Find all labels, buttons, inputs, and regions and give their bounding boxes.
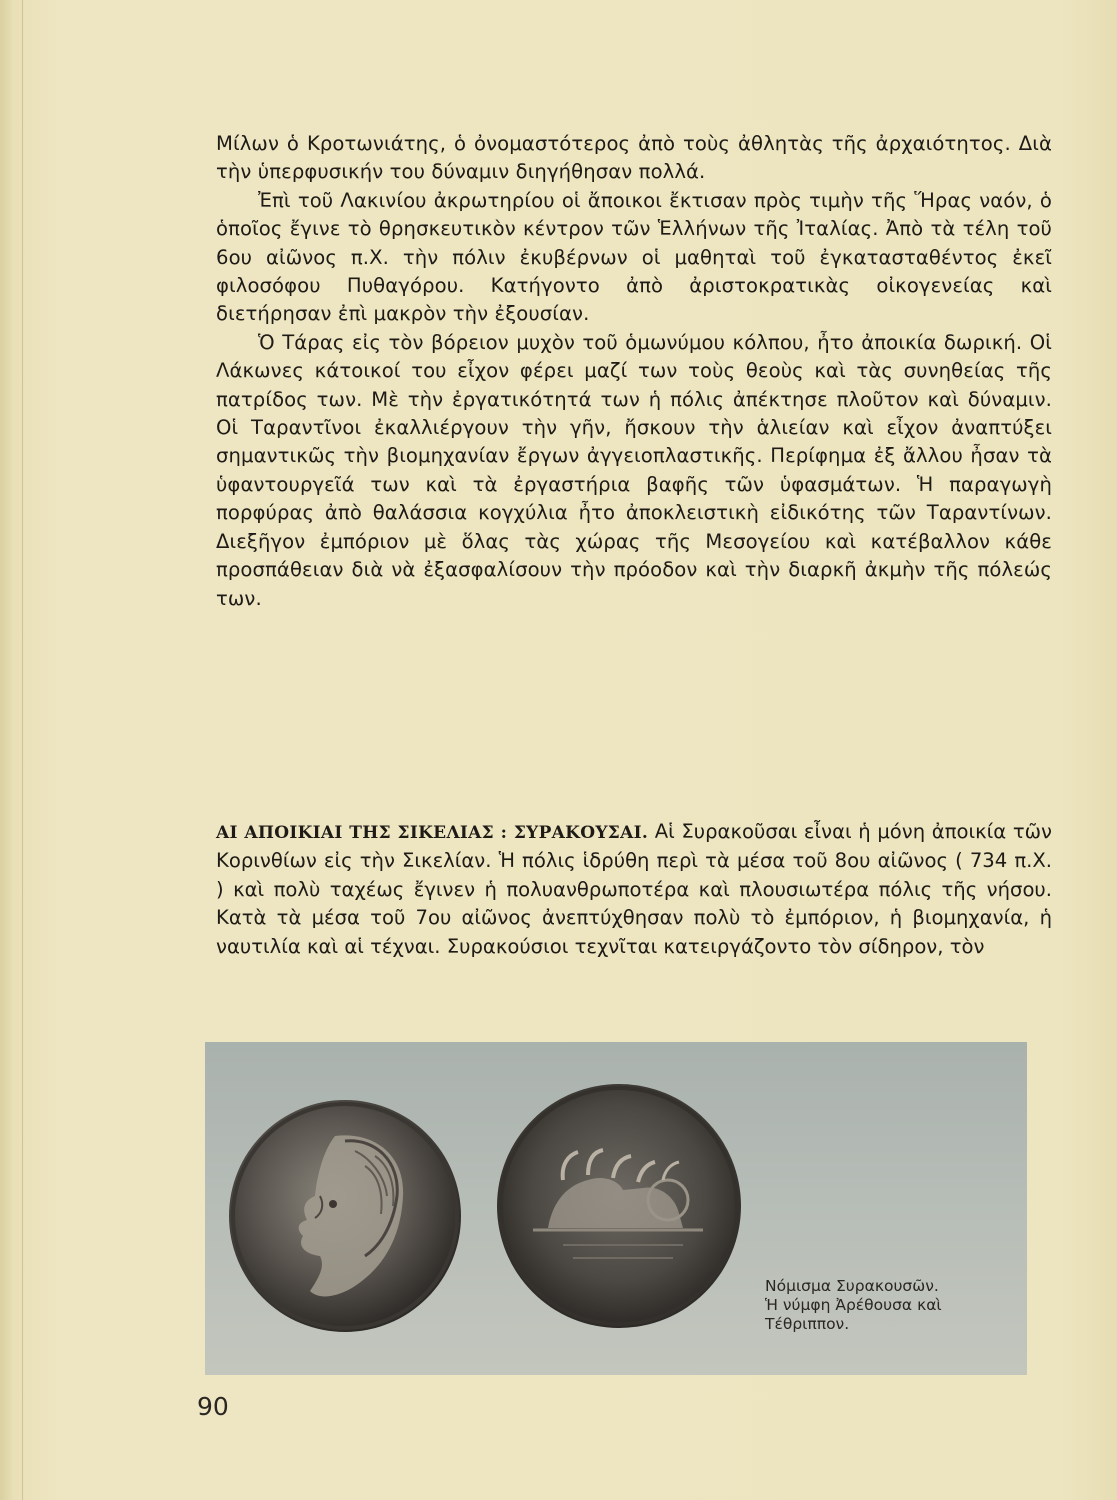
caption-line-1: Νόμισμα Συρακουσῶν. (765, 1277, 939, 1295)
caption-line-2: Ἡ νύμφη Ἀρέθουσα καὶ (765, 1296, 942, 1314)
figure-caption (765, 1277, 1015, 1334)
section-text: Αἱ Συρακοῦσαι εἶναι ἡ μόνη ἀποικία τῶν Κορινθίων εἰς τὴν Σικελίαν. Ἡ πόλις ἱδρύθη περὶ τὰ μέσα τοῦ 8ου αἰῶνος ( 734 π.Χ. ) καὶ πολὺ ταχέως ἔγινεν ἡ πολυανθρωποτέρα καὶ πλουσιωτέρα πόλις τῆς νήσου. Κατὰ τὰ μέσα τοῦ 7ου αἰῶνος ἀνεπτύχθησαν πολὺ τὸ ἐμπόριον, ἡ βιομηχανία, ἡ ναυτιλία καὶ αἱ τέχναι. Συρακούσιοι τεχνῖται κατειργάζοντο τὸν σίδηρον, τὸν (216, 820, 1052, 958)
coin-reverse-image (493, 1080, 745, 1332)
section-title: ΑΙ ΑΠΟΙΚΙΑΙ ΤΗΣ ΣΙΚΕΛΙΑΣ : ΣΥΡΑΚΟΥΣΑΙ. (216, 823, 649, 843)
section-paragraph (216, 818, 1052, 961)
paragraph-lakinion: Ἐπὶ τοῦ Λακινίου ἀκρωτηρίου οἱ ἄποικοι ἔκτισαν πρὸς τιμὴν τῆς Ἥρας ναόν, ὁ ὁποῖος ἔγινε τὸ θρησκευτικὸν κέντρον τῶν Ἑλλήνων τῆς Ἰταλίας. Ἀπὸ τὰ τέλη τοῦ 6ου αἰῶνος π.Χ. τὴν πόλιν ἐκυβέρνων οἱ μαθηταὶ τοῦ ἐγκατασταθέντος ἐκεῖ φιλοσόφου Πυθαγόρου. Κατήγοντο ἀπὸ ἀριστοκρατικὰς οἰκογενείας καὶ διετήρησαν ἐπὶ μακρὸν τὴν ἐξουσίαν. (216, 188, 1052, 326)
caption-line-3: Τέθριππον. (765, 1315, 850, 1333)
coin-obverse-image (225, 1096, 465, 1336)
coin-photograph (205, 1042, 1027, 1375)
page-edge-line (22, 0, 23, 1500)
body-text (216, 130, 1052, 613)
paragraph-milon: Μίλων ὁ Κροτωνιάτης, ὁ ὀνομαστότερος ἀπὸ τοὺς ἀθλητὰς τῆς ἀρχαιότητος. Διὰ τὴν ὑπερφυσικήν του δύναμιν διηγήθησαν πολλά. (216, 132, 1052, 184)
section-syracuse (216, 818, 1052, 961)
page-number: 90 (197, 1392, 229, 1421)
paragraph-taras: Ὁ Τάρας εἰς τὸν βόρειον μυχὸν τοῦ ὁμωνύμου κόλπου, ἦτο ἀποικία δωρική. Οἱ Λάκωνες κάτοικοί του εἶχον φέρει μαζί των τοὺς θεοὺς καὶ τὰς συνηθείας τῆς πατρίδος των. Μὲ τὴν ἐργατικότητά των ἡ πόλις ἀπέκτησε πλοῦτον καὶ δύναμιν. Οἱ Ταραντῖνοι ἐκαλλιέργουν τὴν γῆν, ἤσκουν τὴν ἁλιείαν καὶ εἶχον ἀναπτύξει σημαντικῶς τὴν βιομηχανίαν ἔργων ἀγγειοπλαστικῆς. Περίφημα ἐξ ἄλλου ἦσαν τὰ ὑφαντουργεῖά των καὶ τὰ ἐργαστήρια βαφῆς τῶν ὑφασμάτων. Ἡ παραγωγὴ πορφύρας ἀπὸ θαλάσσια κογχύλια ἦτο ἀποκλειστικὴ εἰδικότης τῶν Ταραντίνων. Διεξῆγον ἐμπόριον μὲ ὅλας τὰς χώρας τῆς Μεσογείου καὶ κατέβαλλον κάθε προσπάθειαν διὰ νὰ ἐξασφαλίσουν τὴν πρόοδον καὶ τὴν διαρκῆ ἀκμὴν τῆς πόλεώς των. (216, 330, 1052, 610)
